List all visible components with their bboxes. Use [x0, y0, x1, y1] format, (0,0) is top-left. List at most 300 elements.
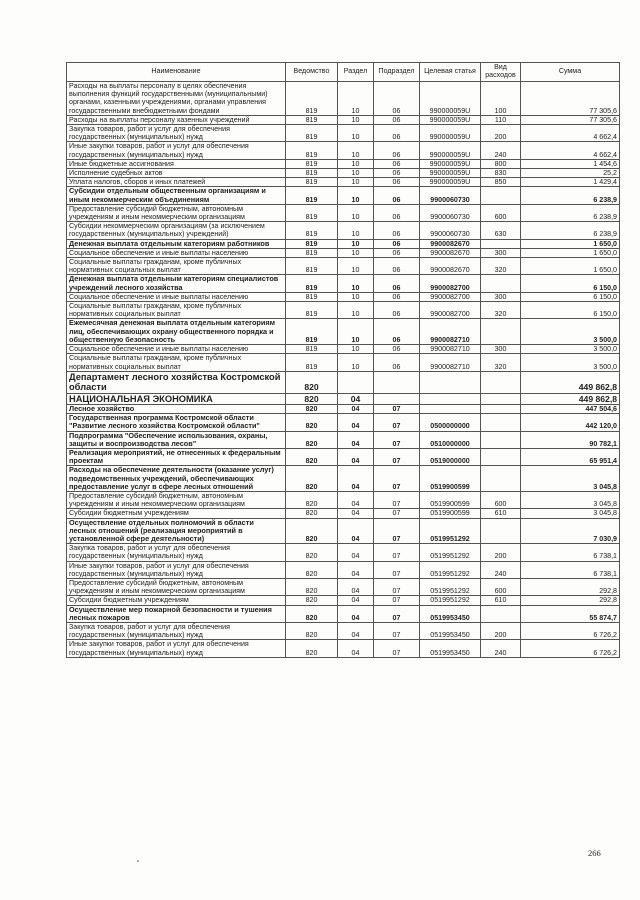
cell-podrazdel: 06 [374, 222, 420, 239]
cell-sum: 6 726,2 [521, 623, 620, 640]
cell-name: Предоставление субсидий бюджетным, автономным учреждениям и иным некоммерческим организациям [67, 204, 286, 221]
cell-podrazdel: 06 [374, 319, 420, 345]
cell-sum: 1 650,0 [521, 248, 620, 257]
cell-expense-type [481, 404, 521, 413]
cell-sum: 3 045,8 [521, 509, 620, 518]
cell-name: Ежемесячная денежная выплата отдельным категориям лиц, обеспечивающих охрану общественного порядка и общественную безопасность [67, 319, 286, 345]
cell-podrazdel: 06 [374, 248, 420, 257]
cell-sum: 6 738,1 [521, 544, 620, 561]
table-row [67, 544, 620, 561]
cell-target-article: 0519951292 [420, 561, 481, 578]
cell-podrazdel: 06 [374, 345, 420, 354]
cell-vedomstvo: 819 [286, 169, 338, 178]
cell-sum: 3 500,0 [521, 345, 620, 354]
page-number: 266 [588, 848, 601, 858]
cell-podrazdel [374, 393, 420, 404]
cell-podrazdel: 07 [374, 605, 420, 622]
cell-vedomstvo: 819 [286, 292, 338, 301]
cell-razdel: 10 [338, 258, 374, 275]
cell-podrazdel: 06 [374, 258, 420, 275]
cell-name: Иные бюджетные ассигнования [67, 159, 286, 168]
cell-expense-type: 610 [481, 596, 521, 605]
cell-target-article: 9900060730 [420, 187, 481, 204]
cell-podrazdel: 07 [374, 544, 420, 561]
cell-vedomstvo: 819 [286, 239, 338, 248]
cell-name: Иные закупки товаров, работ и услуг для обеспечения государственных (муниципальных) нужд [67, 142, 286, 159]
cell-sum: 449 862,8 [521, 393, 620, 404]
cell-expense-type [481, 605, 521, 622]
cell-vedomstvo: 820 [286, 518, 338, 544]
cell-sum: 7 030,9 [521, 518, 620, 544]
cell-vedomstvo: 819 [286, 187, 338, 204]
cell-sum: 1 650,0 [521, 239, 620, 248]
table-row [67, 239, 620, 248]
cell-expense-type: 110 [481, 115, 521, 124]
cell-razdel: 04 [338, 578, 374, 595]
cell-target-article: 9900082710 [420, 319, 481, 345]
cell-razdel: 10 [338, 115, 374, 124]
cell-razdel: 04 [338, 544, 374, 561]
cell-name: Субсидии отдельным общественным организациям и иным некоммерческим объединениям [67, 187, 286, 204]
cell-expense-type: 600 [481, 578, 521, 595]
table-body [67, 82, 620, 658]
cell-razdel: 04 [338, 393, 374, 404]
cell-vedomstvo: 820 [286, 509, 338, 518]
cell-razdel: 10 [338, 159, 374, 168]
scan-speck [137, 860, 139, 862]
cell-vedomstvo: 820 [286, 431, 338, 448]
cell-target-article: 9900082700 [420, 275, 481, 292]
cell-expense-type: 850 [481, 178, 521, 187]
cell-razdel: 04 [338, 414, 374, 431]
cell-vedomstvo: 820 [286, 605, 338, 622]
cell-razdel: 10 [338, 275, 374, 292]
cell-target-article: 9900082670 [420, 248, 481, 257]
cell-target-article: 990000059U [420, 169, 481, 178]
cell-sum: 447 504,6 [521, 404, 620, 413]
cell-name: Денежная выплата отдельным категориям работников [67, 239, 286, 248]
cell-target-article: 0500000000 [420, 414, 481, 431]
cell-podrazdel: 07 [374, 623, 420, 640]
cell-vedomstvo: 820 [286, 623, 338, 640]
cell-expense-type: 300 [481, 248, 521, 257]
cell-razdel: 04 [338, 509, 374, 518]
cell-name: Подпрограмма "Обеспечение использования, охраны, защиты и воспроизводства лесов" [67, 431, 286, 448]
table-row [67, 466, 620, 492]
cell-expense-type [481, 239, 521, 248]
cell-vedomstvo: 820 [286, 640, 338, 657]
cell-name: Социальные выплаты гражданам, кроме публичных нормативных социальных выплат [67, 354, 286, 371]
cell-podrazdel: 06 [374, 115, 420, 124]
cell-vedomstvo: 819 [286, 354, 338, 371]
table-row [67, 561, 620, 578]
cell-expense-type: 200 [481, 623, 521, 640]
cell-sum: 3 045,8 [521, 491, 620, 508]
cell-podrazdel: 06 [374, 178, 420, 187]
cell-podrazdel: 07 [374, 491, 420, 508]
cell-podrazdel: 06 [374, 354, 420, 371]
cell-sum: 4 662,4 [521, 142, 620, 159]
table-row [67, 596, 620, 605]
cell-name: Осуществление мер пожарной безопасности и тушения лесных пожаров [67, 605, 286, 622]
cell-razdel: 04 [338, 518, 374, 544]
cell-sum: 90 782,1 [521, 431, 620, 448]
cell-target-article: 9900082670 [420, 258, 481, 275]
cell-target-article: 0519951292 [420, 518, 481, 544]
cell-podrazdel: 07 [374, 431, 420, 448]
cell-target-article: 0519953450 [420, 623, 481, 640]
table-header-row [67, 63, 620, 82]
cell-expense-type: 240 [481, 142, 521, 159]
cell-vedomstvo: 819 [286, 125, 338, 142]
table-row [67, 159, 620, 168]
table-row [67, 623, 620, 640]
cell-expense-type [481, 466, 521, 492]
cell-target-article: 0519000000 [420, 448, 481, 465]
table-row [67, 275, 620, 292]
table-row [67, 292, 620, 301]
cell-name: Социальные выплаты гражданам, кроме публичных нормативных социальных выплат [67, 258, 286, 275]
cell-name: Социальное обеспечение и иные выплаты населению [67, 292, 286, 301]
cell-podrazdel: 07 [374, 640, 420, 657]
cell-target-article: 9900082700 [420, 302, 481, 319]
cell-expense-type: 300 [481, 292, 521, 301]
cell-razdel: 04 [338, 623, 374, 640]
cell-expense-type: 240 [481, 640, 521, 657]
cell-expense-type [481, 393, 521, 404]
cell-name: Иные закупки товаров, работ и услуг для обеспечения государственных (муниципальных) нужд [67, 640, 286, 657]
cell-expense-type [481, 414, 521, 431]
cell-sum: 6 238,9 [521, 187, 620, 204]
cell-name: Лесное хозяйство [67, 404, 286, 413]
cell-sum: 6 238,9 [521, 222, 620, 239]
cell-target-article: 0519951292 [420, 544, 481, 561]
table-row [67, 605, 620, 622]
cell-podrazdel: 06 [374, 169, 420, 178]
cell-expense-type: 100 [481, 82, 521, 116]
cell-target-article: 9900082710 [420, 345, 481, 354]
cell-target-article: 990000059U [420, 115, 481, 124]
cell-sum: 3 500,0 [521, 354, 620, 371]
cell-name: Предоставление субсидий бюджетным, автономным учреждениям и иным некоммерческим организациям [67, 578, 286, 595]
cell-sum: 77 305,6 [521, 82, 620, 116]
cell-vedomstvo: 819 [286, 248, 338, 257]
cell-target-article: 9900060730 [420, 222, 481, 239]
cell-sum: 6 738,1 [521, 561, 620, 578]
cell-podrazdel: 06 [374, 187, 420, 204]
cell-podrazdel: 07 [374, 561, 420, 578]
cell-sum: 6 150,0 [521, 275, 620, 292]
cell-sum: 6 238,9 [521, 204, 620, 221]
cell-vedomstvo: 819 [286, 82, 338, 116]
cell-target-article: 990000059U [420, 159, 481, 168]
cell-sum: 442 120,0 [521, 414, 620, 431]
table-row [67, 187, 620, 204]
cell-razdel: 04 [338, 448, 374, 465]
table-row [67, 115, 620, 124]
cell-podrazdel: 06 [374, 82, 420, 116]
cell-target-article: 9900060730 [420, 204, 481, 221]
cell-razdel: 04 [338, 466, 374, 492]
header-razdel: Раздел [338, 63, 374, 82]
table-row [67, 345, 620, 354]
cell-target-article: 9900082670 [420, 239, 481, 248]
cell-expense-type: 610 [481, 509, 521, 518]
cell-sum: 25,2 [521, 169, 620, 178]
table-row [67, 82, 620, 116]
cell-expense-type: 320 [481, 354, 521, 371]
cell-name: Расходы на обеспечение деятельности (оказание услуг) подведомственных учреждений, обеспечивающих предоставление услуг в сфере лесных отношений [67, 466, 286, 492]
cell-vedomstvo: 820 [286, 561, 338, 578]
table-row [67, 393, 620, 404]
cell-expense-type: 600 [481, 491, 521, 508]
table-row [67, 414, 620, 431]
header-target-article: Целевая статья [420, 63, 481, 82]
cell-razdel: 10 [338, 222, 374, 239]
table-row [67, 431, 620, 448]
cell-razdel: 04 [338, 596, 374, 605]
cell-expense-type [481, 518, 521, 544]
table-row [67, 204, 620, 221]
cell-target-article: 9900082710 [420, 354, 481, 371]
cell-podrazdel: 07 [374, 448, 420, 465]
cell-target-article: 990000059U [420, 142, 481, 159]
cell-vedomstvo: 819 [286, 222, 338, 239]
cell-name: Субсидии некоммерческим организациям (за исключением государственных (муниципальных) учреждений) [67, 222, 286, 239]
cell-name: Расходы на выплаты персоналу в целях обеспечения выполнения функций государственными (муниципальными) органами, казенными учреждениями, органами управления государственными внебюджетными фондами [67, 82, 286, 116]
cell-razdel: 04 [338, 431, 374, 448]
cell-target-article: 990000059U [420, 178, 481, 187]
cell-sum: 6 150,0 [521, 292, 620, 301]
cell-podrazdel: 06 [374, 292, 420, 301]
cell-name: Социальное обеспечение и иные выплаты населению [67, 345, 286, 354]
header-podrazdel: Подраздел [374, 63, 420, 82]
cell-expense-type [481, 448, 521, 465]
cell-target-article: 0519900599 [420, 466, 481, 492]
cell-target-article: 0519900599 [420, 491, 481, 508]
cell-razdel: 10 [338, 239, 374, 248]
cell-razdel: 10 [338, 82, 374, 116]
cell-expense-type: 300 [481, 345, 521, 354]
cell-vedomstvo: 820 [286, 371, 338, 393]
cell-podrazdel: 07 [374, 466, 420, 492]
cell-vedomstvo: 820 [286, 544, 338, 561]
cell-name: Исполнение судебных актов [67, 169, 286, 178]
cell-vedomstvo: 819 [286, 115, 338, 124]
table-row [67, 248, 620, 257]
cell-podrazdel: 07 [374, 518, 420, 544]
table-row [67, 578, 620, 595]
cell-sum: 6 726,2 [521, 640, 620, 657]
cell-expense-type: 320 [481, 258, 521, 275]
cell-sum: 292,8 [521, 578, 620, 595]
cell-sum: 1 429,4 [521, 178, 620, 187]
table-row [67, 222, 620, 239]
cell-target-article: 0519951292 [420, 596, 481, 605]
table-row [67, 509, 620, 518]
cell-target-article: 0519953450 [420, 605, 481, 622]
cell-vedomstvo: 820 [286, 466, 338, 492]
cell-target-article [420, 371, 481, 393]
cell-podrazdel: 07 [374, 414, 420, 431]
cell-podrazdel: 06 [374, 125, 420, 142]
cell-name: Департамент лесного хозяйства Костромской области [67, 371, 286, 393]
budget-table [66, 62, 620, 658]
cell-podrazdel: 07 [374, 509, 420, 518]
cell-vedomstvo: 819 [286, 142, 338, 159]
cell-expense-type: 240 [481, 561, 521, 578]
cell-podrazdel: 07 [374, 578, 420, 595]
cell-target-article [420, 404, 481, 413]
cell-expense-type: 320 [481, 302, 521, 319]
table-row [67, 448, 620, 465]
table-row [67, 178, 620, 187]
cell-podrazdel: 06 [374, 159, 420, 168]
cell-vedomstvo: 819 [286, 302, 338, 319]
cell-name: Денежная выплата отдельным категориям специалистов учреждений лесного хозяйства [67, 275, 286, 292]
cell-razdel: 10 [338, 178, 374, 187]
cell-razdel: 10 [338, 345, 374, 354]
cell-name: Социальные выплаты гражданам, кроме публичных нормативных социальных выплат [67, 302, 286, 319]
cell-name: Уплата налогов, сборов и иных платежей [67, 178, 286, 187]
cell-sum: 6 150,0 [521, 302, 620, 319]
cell-expense-type: 200 [481, 125, 521, 142]
cell-vedomstvo: 819 [286, 204, 338, 221]
table-row [67, 302, 620, 319]
header-name: Наименование [67, 63, 286, 82]
cell-podrazdel: 07 [374, 404, 420, 413]
cell-razdel: 04 [338, 640, 374, 657]
header-vedomstvo: Ведомство [286, 63, 338, 82]
cell-expense-type: 200 [481, 544, 521, 561]
cell-vedomstvo: 819 [286, 345, 338, 354]
cell-name: НАЦИОНАЛЬНАЯ ЭКОНОМИКА [67, 393, 286, 404]
cell-expense-type [481, 319, 521, 345]
cell-podrazdel: 07 [374, 596, 420, 605]
cell-target-article: 990000059U [420, 82, 481, 116]
header-sum: Сумма [521, 63, 620, 82]
cell-target-article: 0519900599 [420, 509, 481, 518]
cell-razdel: 10 [338, 169, 374, 178]
cell-name: Иные закупки товаров, работ и услуг для обеспечения государственных (муниципальных) нужд [67, 561, 286, 578]
cell-sum: 77 305,6 [521, 115, 620, 124]
cell-razdel: 10 [338, 142, 374, 159]
cell-target-article: 990000059U [420, 125, 481, 142]
cell-razdel: 04 [338, 491, 374, 508]
cell-razdel: 10 [338, 319, 374, 345]
cell-razdel: 10 [338, 354, 374, 371]
cell-sum: 3 045,8 [521, 466, 620, 492]
table-row [67, 169, 620, 178]
cell-vedomstvo: 819 [286, 178, 338, 187]
cell-expense-type: 600 [481, 204, 521, 221]
cell-sum: 449 862,8 [521, 371, 620, 393]
table-row [67, 518, 620, 544]
cell-name: Закупка товаров, работ и услуг для обеспечения государственных (муниципальных) нужд [67, 544, 286, 561]
cell-sum: 65 951,4 [521, 448, 620, 465]
cell-expense-type [481, 275, 521, 292]
cell-vedomstvo: 820 [286, 578, 338, 595]
cell-name: Расходы на выплаты персоналу казенных учреждений [67, 115, 286, 124]
cell-vedomstvo: 820 [286, 393, 338, 404]
cell-sum: 1 650,0 [521, 258, 620, 275]
cell-expense-type [481, 371, 521, 393]
cell-expense-type [481, 431, 521, 448]
cell-target-article: 0519953450 [420, 640, 481, 657]
table-row [67, 404, 620, 413]
table-row [67, 491, 620, 508]
cell-name: Предоставление субсидий бюджетным, автономным учреждениям и иным некоммерческим организациям [67, 491, 286, 508]
cell-name: Закупка товаров, работ и услуг для обеспечения государственных (муниципальных) нужд [67, 623, 286, 640]
cell-sum: 4 662,4 [521, 125, 620, 142]
cell-name: Осуществление отдельных полномочий в области лесных отношений (реализация мероприятий в установленной сфере деятельности) [67, 518, 286, 544]
cell-razdel: 10 [338, 292, 374, 301]
cell-sum: 3 500,0 [521, 319, 620, 345]
table-row [67, 371, 620, 393]
cell-vedomstvo: 820 [286, 596, 338, 605]
cell-razdel: 04 [338, 605, 374, 622]
table-row [67, 125, 620, 142]
cell-podrazdel: 06 [374, 142, 420, 159]
cell-name: Реализация мероприятий, не отнесенных к федеральным проектам [67, 448, 286, 465]
cell-vedomstvo: 819 [286, 258, 338, 275]
cell-name: Субсидии бюджетным учреждениям [67, 509, 286, 518]
cell-name: Закупка товаров, работ и услуг для обеспечения государственных (муниципальных) нужд [67, 125, 286, 142]
cell-podrazdel: 06 [374, 302, 420, 319]
cell-target-article: 0510000000 [420, 431, 481, 448]
cell-target-article: 0519951292 [420, 578, 481, 595]
table-row [67, 640, 620, 657]
cell-vedomstvo: 820 [286, 404, 338, 413]
cell-razdel: 10 [338, 302, 374, 319]
cell-razdel [338, 371, 374, 393]
cell-vedomstvo: 820 [286, 491, 338, 508]
table-row [67, 142, 620, 159]
cell-name: Субсидии бюджетным учреждениям [67, 596, 286, 605]
cell-vedomstvo: 819 [286, 275, 338, 292]
cell-vedomstvo: 819 [286, 319, 338, 345]
cell-vedomstvo: 819 [286, 159, 338, 168]
cell-podrazdel: 06 [374, 275, 420, 292]
cell-razdel: 04 [338, 404, 374, 413]
cell-target-article [420, 393, 481, 404]
cell-vedomstvo: 820 [286, 448, 338, 465]
cell-vedomstvo: 820 [286, 414, 338, 431]
header-expense-type: Вид расходов [481, 63, 521, 82]
cell-podrazdel: 06 [374, 239, 420, 248]
cell-expense-type: 830 [481, 169, 521, 178]
cell-expense-type [481, 187, 521, 204]
table-row [67, 258, 620, 275]
cell-razdel: 04 [338, 561, 374, 578]
table-row [67, 319, 620, 345]
cell-podrazdel: 06 [374, 204, 420, 221]
cell-sum: 55 874,7 [521, 605, 620, 622]
cell-razdel: 10 [338, 125, 374, 142]
cell-sum: 1 454,6 [521, 159, 620, 168]
cell-expense-type: 800 [481, 159, 521, 168]
cell-razdel: 10 [338, 248, 374, 257]
cell-name: Государственная программа Костромской области "Развитие лесного хозяйства Костромской области" [67, 414, 286, 431]
table-row [67, 354, 620, 371]
cell-sum: 292,8 [521, 596, 620, 605]
cell-razdel: 10 [338, 187, 374, 204]
cell-razdel: 10 [338, 204, 374, 221]
cell-podrazdel [374, 371, 420, 393]
cell-target-article: 9900082700 [420, 292, 481, 301]
cell-expense-type: 630 [481, 222, 521, 239]
cell-name: Социальное обеспечение и иные выплаты населению [67, 248, 286, 257]
